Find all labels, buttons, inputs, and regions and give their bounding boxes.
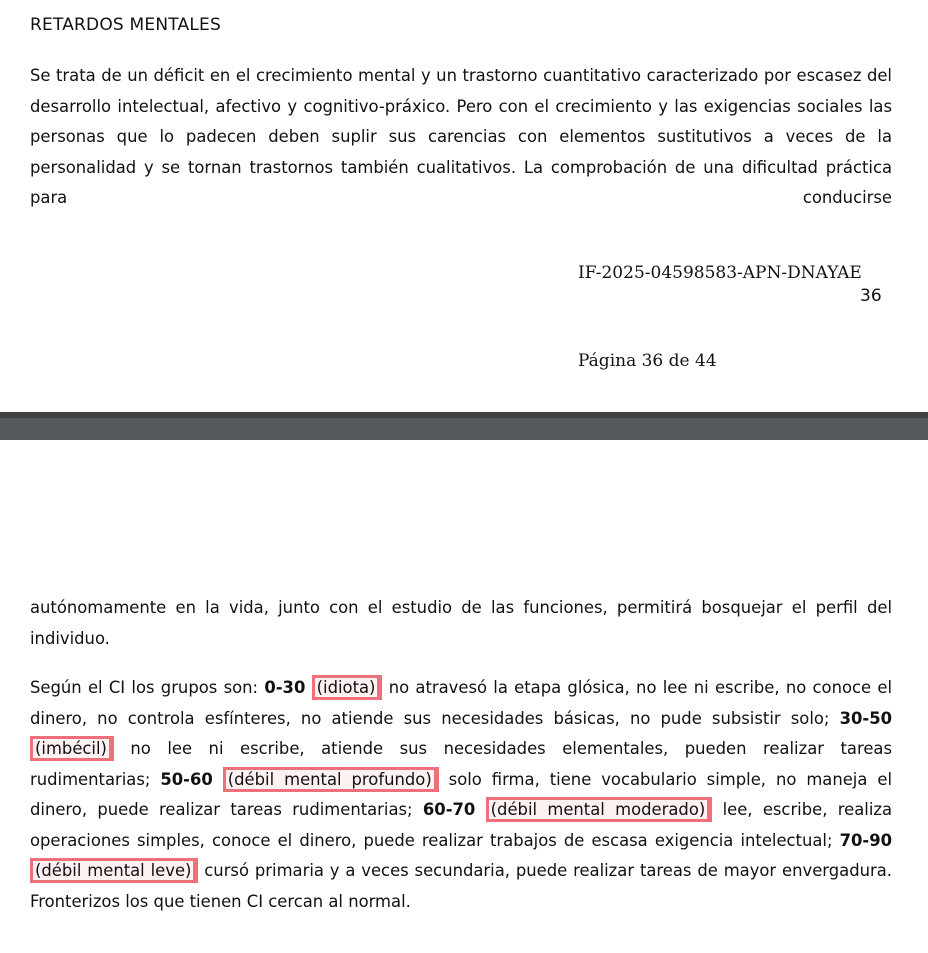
ci-range: 30-50 (839, 708, 892, 728)
ci-range: 50-60 (160, 769, 213, 789)
ci-groups-paragraph (30, 673, 892, 917)
ci-group-description: no lee ni escribe, atiende sus necesidades elementales, pueden realizar tareas rudimentarias; (30, 739, 892, 789)
intro-paragraph: Se trata de un déficit en el crecimiento mental y un trastorno cuantitativo caracterizado por escasez del desarrollo intelectual, afectivo y cognitivo-práxico. Pero con el crecimiento y las exigencias sociales las personas que lo padecen deben suplir sus carencias con elementos sustitutivos a veces de la personalidad y se tornan trastornos también cualitativos. La comprobación de una dificultad práctica para conducirse (30, 66, 892, 207)
ci-range: 70-90 (839, 830, 892, 850)
ci-group-label-highlighted: (idiota) (312, 675, 383, 700)
ci-group-label-highlighted: (débil mental moderado) (486, 797, 713, 822)
ci-intro-text: Según el CI los grupos son: (30, 678, 265, 697)
ci-group-description: no atravesó la etapa glósica, no lee ni escribe, no conoce el dinero, no controla esfínteres, no atiende sus necesidades básicas, no pude subsistir solo; (30, 678, 892, 728)
ci-group-description: solo firma, tiene vocabulario simple, no maneja el dinero, puede realizar tareas rudimentarias; (30, 769, 893, 819)
ci-group-description: cursó primaria y a veces secundaria, puede realizar tareas de mayor envergadura. (198, 861, 892, 880)
section-heading: RETARDOS MENTALES (30, 15, 221, 35)
ci-group-label-highlighted: (débil mental profundo) (223, 767, 439, 792)
document-number: 36 (860, 286, 882, 306)
page-number-label: Página 36 de 44 (578, 351, 717, 371)
closing-text: Fronterizos los que tienen CI cercan al normal. (30, 891, 411, 911)
document-id: IF-2025-04598583-APN-DNAYAE (578, 263, 862, 283)
ci-group-label-highlighted: (débil mental leve) (30, 858, 198, 883)
ci-range: 0-30 (264, 678, 306, 697)
continuation-paragraph: autónomamente en la vida, junto con el estudio de las funciones, permitirá bosquejar el perfil del individuo. (30, 598, 892, 648)
ci-group-description: lee, escribe, realiza operaciones simples, conoce el dinero, puede realizar trabajos de escasa exigencia intelectual; (30, 800, 893, 850)
page-separator (0, 412, 928, 440)
ci-group-label-highlighted: (imbécil) (30, 736, 114, 761)
ci-range: 60-70 (422, 800, 476, 819)
